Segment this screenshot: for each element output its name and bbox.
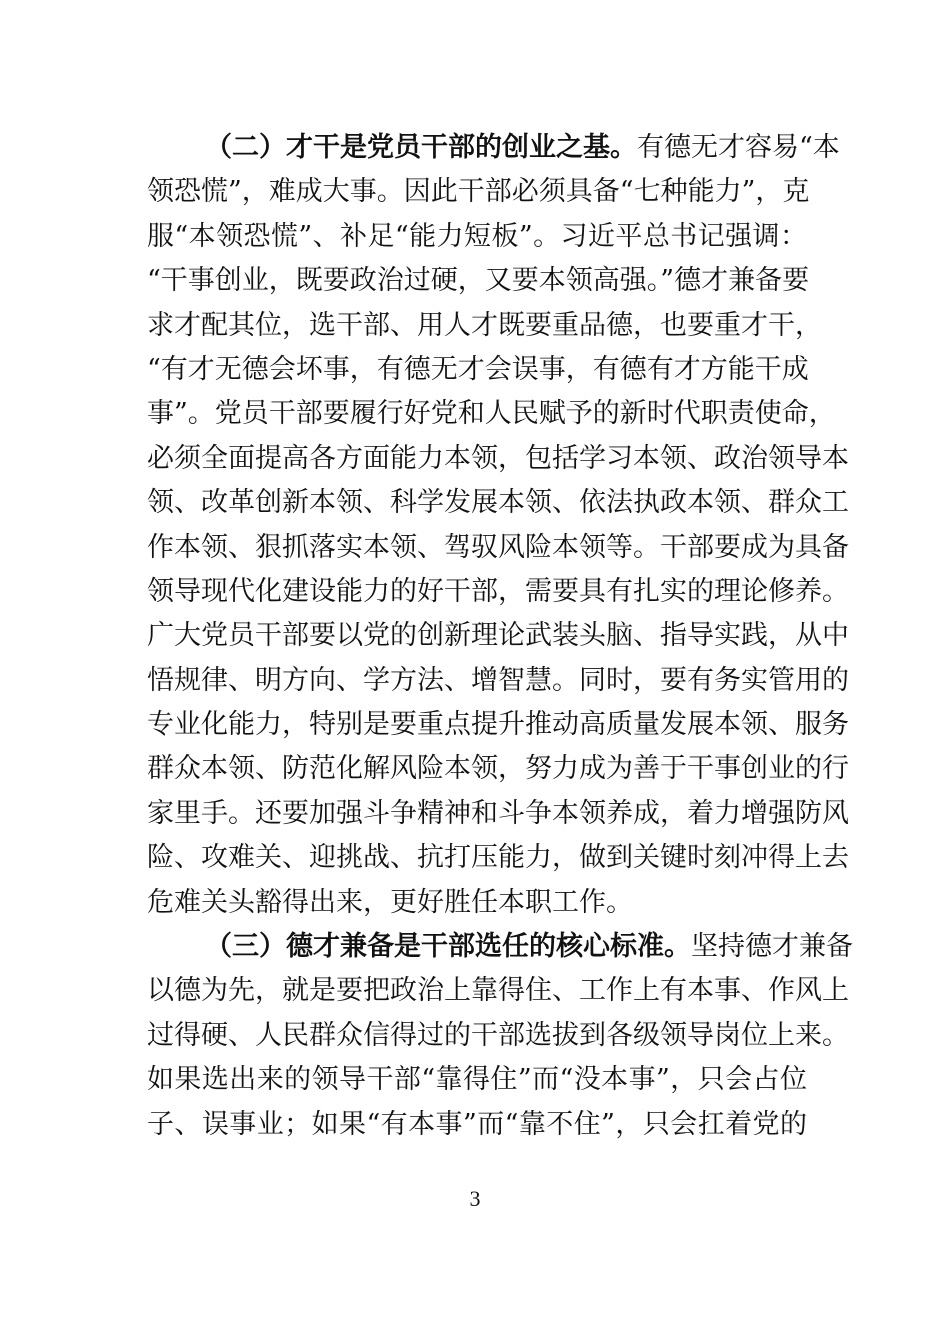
paragraph-line: 领、改革创新本领、科学发展本领、依法执政本领、群众工 [147,487,849,519]
section-heading-2: （二）才干是党员干部的创业之基。 [205,132,637,163]
paragraph-line: 广大党员干部要以党的创新理论武装头脑、指导实践，从中 [147,620,849,652]
paragraph-line: “干事创业，既要政治过硬，又要本领高强。”德才兼备要 [147,265,810,297]
paragraph-line: 悟规律、明方向、学方法、增智慧。同时，要有务实管用的 [147,664,849,696]
paragraph-line: 领导现代化建设能力的好干部，需要具有扎实的理论修养。 [147,575,849,607]
document-body [147,126,853,1147]
paragraph-text: 坚持德才兼备 [691,931,853,963]
section-heading-3: （三）德才兼备是干部选任的核心标准。 [205,931,691,963]
paragraph-line: 危难关头豁得出来，更好胜任本职工作。 [147,886,633,918]
paragraph-line: 如果选出来的领导干部“靠得住”而“没本事”，只会占位 [147,1064,807,1096]
paragraph-line: 过得硬、人民群众信得过的干部选拔到各级领导岗位上来。 [147,1019,849,1051]
paragraph-line: 专业化能力，特别是要重点提升推动高质量发展本领、服务 [147,709,849,741]
paragraph-2-first-line [147,126,840,170]
paragraph-line: 服“本领恐慌”、补足“能力短板”。习近平总书记强调： [147,220,807,252]
paragraph-line: 作本领、狠抓落实本领、驾驭风险本领等。干部要成为具备 [147,531,849,563]
paragraph-line: 领恐慌”，难成大事。因此干部必须具备“七种能力”，克 [147,176,810,208]
paragraph-3-first-line [147,925,853,969]
paragraph-line: 事”。党员干部要履行好党和人民赋予的新时代职责使命， [147,398,836,430]
page-number: 3 [469,1186,481,1211]
paragraph-line: 必须全面提高各方面能力本领，包括学习本领、政治领导本 [147,442,849,474]
paragraph-text: 有德无才容易“本 [637,132,840,163]
paragraph-line: 以德为先，就是要把政治上靠得住、工作上有本事、作风上 [147,975,849,1007]
paragraph-line: 险、攻难关、迎挑战、抗打压能力，做到关键时刻冲得上去 [147,842,849,874]
paragraph-line: 求才配其位，选干部、用人才既要重品德，也要重才干， [147,309,822,341]
paragraph-line: 群众本领、防范化解风险本领，努力成为善于干事创业的行 [147,753,849,785]
paragraph-line: 子、误事业；如果“有本事”而“靠不住”，只会扛着党的 [147,1108,807,1140]
paragraph-line: “有才无德会坏事，有德无才会误事，有德有才方能干成 [147,353,809,385]
paragraph-line: 家里手。还要加强斗争精神和斗争本领养成，着力增强防风 [147,797,849,829]
